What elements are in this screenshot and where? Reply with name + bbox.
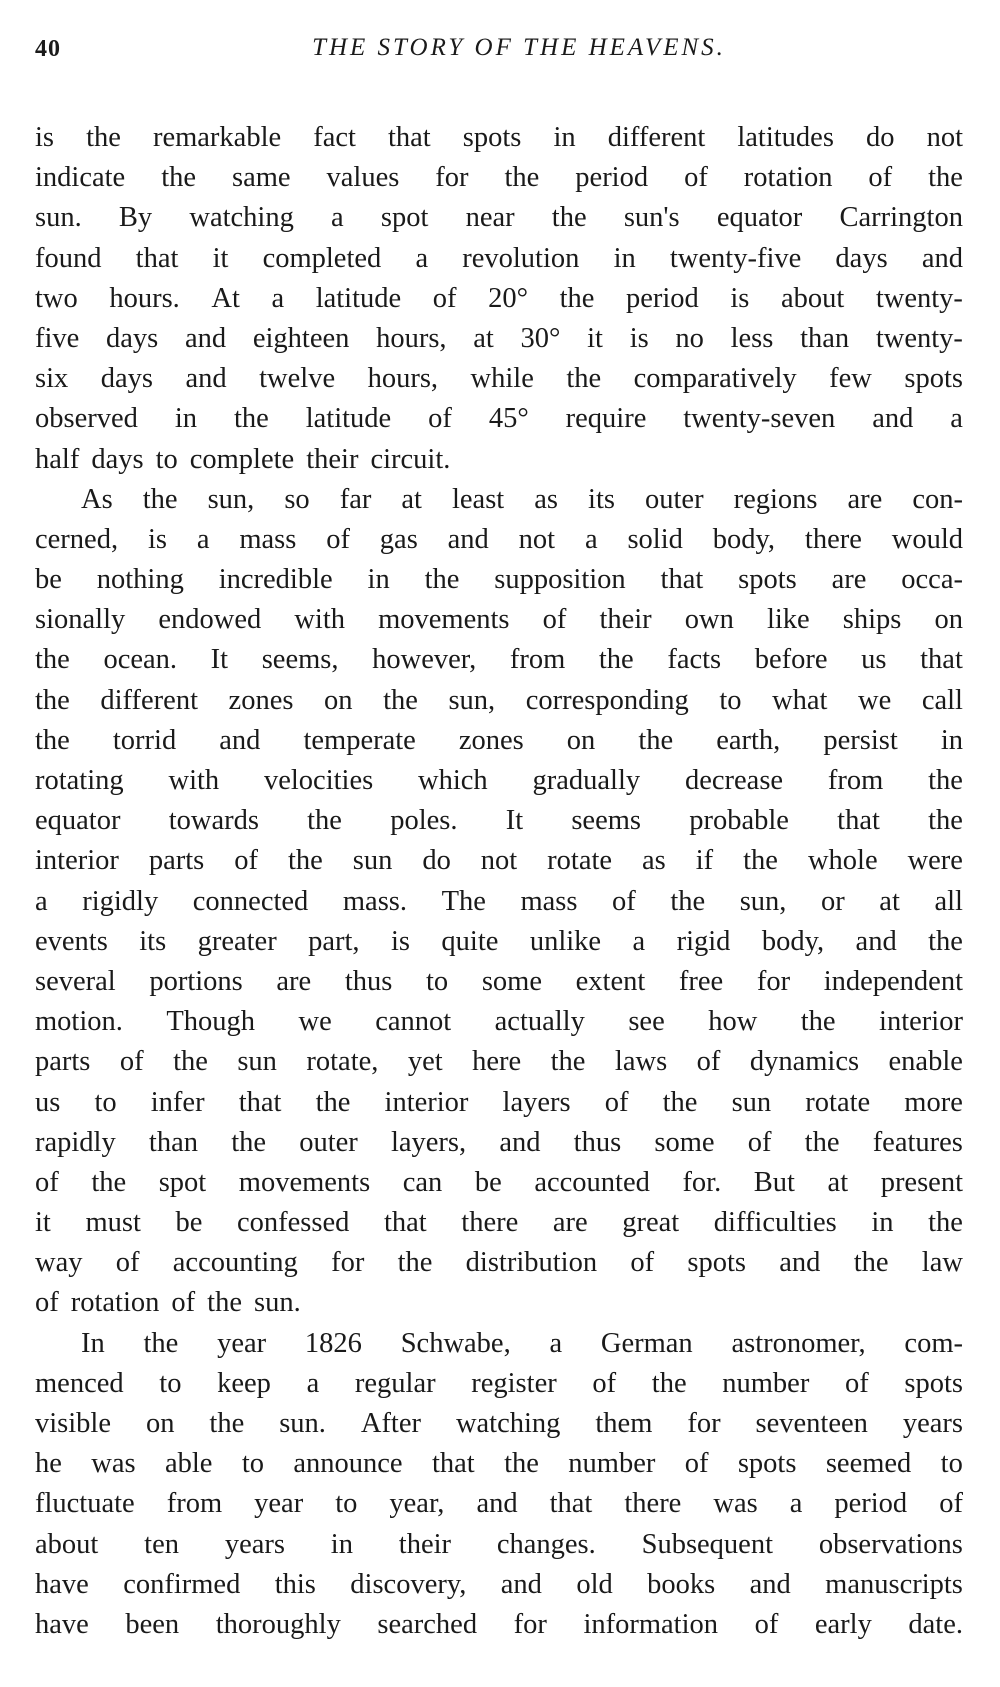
page-number: 40	[35, 36, 61, 62]
text-line: he was able to announce that the number of spots seemed to	[35, 1448, 963, 1480]
text-line: the different zones on the sun, corresponding to what we call	[35, 684, 963, 716]
text-line: two hours. At a latitude of 20° the period is about twenty-	[35, 282, 963, 314]
text-line: five days and eighteen hours, at 30° it is no less than twenty-	[35, 322, 963, 354]
text-line: the ocean. It seems, however, from the facts before us that	[35, 644, 963, 676]
book-page	[35, 30, 963, 1645]
text-line: of the spot movements can be accounted for. But at present	[35, 1166, 963, 1198]
paragraph	[35, 480, 963, 1324]
text-line: half days to complete their circuit.	[35, 443, 451, 475]
text-line: visible on the sun. After watching them for seventeen years	[35, 1408, 963, 1439]
text-line: is the remarkable fact that spots in different latitudes do not	[35, 122, 963, 153]
text-line: sionally endowed with movements of their own like ships on	[35, 604, 963, 636]
text-line: indicate the same values for the period of rotation of the	[35, 162, 963, 194]
text-line: six days and twelve hours, while the comparatively few spots	[35, 363, 963, 395]
text-line: of rotation of the sun.	[35, 1287, 301, 1319]
text-line: us to infer that the interior layers of the sun rotate more	[35, 1086, 963, 1118]
text-line: observed in the latitude of 45° require twenty-seven and a	[35, 403, 963, 435]
body-text	[35, 118, 963, 1645]
text-line: As the sun, so far at least as its outer regions are con-	[81, 483, 963, 515]
text-line: way of accounting for the distribution of spots and the law	[35, 1247, 963, 1279]
text-line: be nothing incredible in the supposition that spots are occa-	[35, 564, 963, 596]
paragraph	[35, 1324, 963, 1646]
text-line: cerned, is a mass of gas and not a solid body, there would	[35, 523, 963, 555]
text-line: the torrid and temperate zones on the earth, persist in	[35, 724, 963, 756]
text-line: it must be confessed that there are great difficulties in the	[35, 1207, 963, 1239]
text-line: a rigidly connected mass. The mass of the sun, or at all	[35, 885, 963, 917]
running-title: THE STORY OF THE HEAVENS.	[312, 34, 726, 61]
running-head	[35, 30, 963, 78]
text-line: rapidly than the outer layers, and thus some of the features	[35, 1126, 963, 1158]
text-line: equator towards the poles. It seems probable that the	[35, 805, 963, 837]
text-line: sun. By watching a spot near the sun's equator Carrington	[35, 202, 963, 234]
text-line: interior parts of the sun do not rotate as if the whole were	[35, 845, 963, 877]
text-line: several portions are thus to some extent free for independent	[35, 965, 963, 997]
text-line: about ten years in their changes. Subsequent observations	[35, 1528, 963, 1560]
text-line: have been thoroughly searched for information of early date.	[35, 1608, 963, 1640]
text-line: In the year 1826 Schwabe, a German astronomer, com-	[81, 1327, 963, 1359]
text-line: events its greater part, is quite unlike a rigid body, and the	[35, 925, 963, 957]
text-line: rotating with velocities which gradually decrease from the	[35, 765, 963, 796]
text-line: menced to keep a regular register of the number of spots	[35, 1367, 963, 1399]
text-line: parts of the sun rotate, yet here the laws of dynamics enable	[35, 1046, 963, 1078]
text-line: fluctuate from year to year, and that there was a period of	[35, 1488, 963, 1520]
text-line: have confirmed this discovery, and old books and manuscripts	[35, 1568, 963, 1600]
paragraph	[35, 118, 963, 480]
text-line: found that it completed a revolution in twenty-five days and	[35, 242, 963, 274]
text-line: motion. Though we cannot actually see how the interior	[35, 1006, 963, 1038]
